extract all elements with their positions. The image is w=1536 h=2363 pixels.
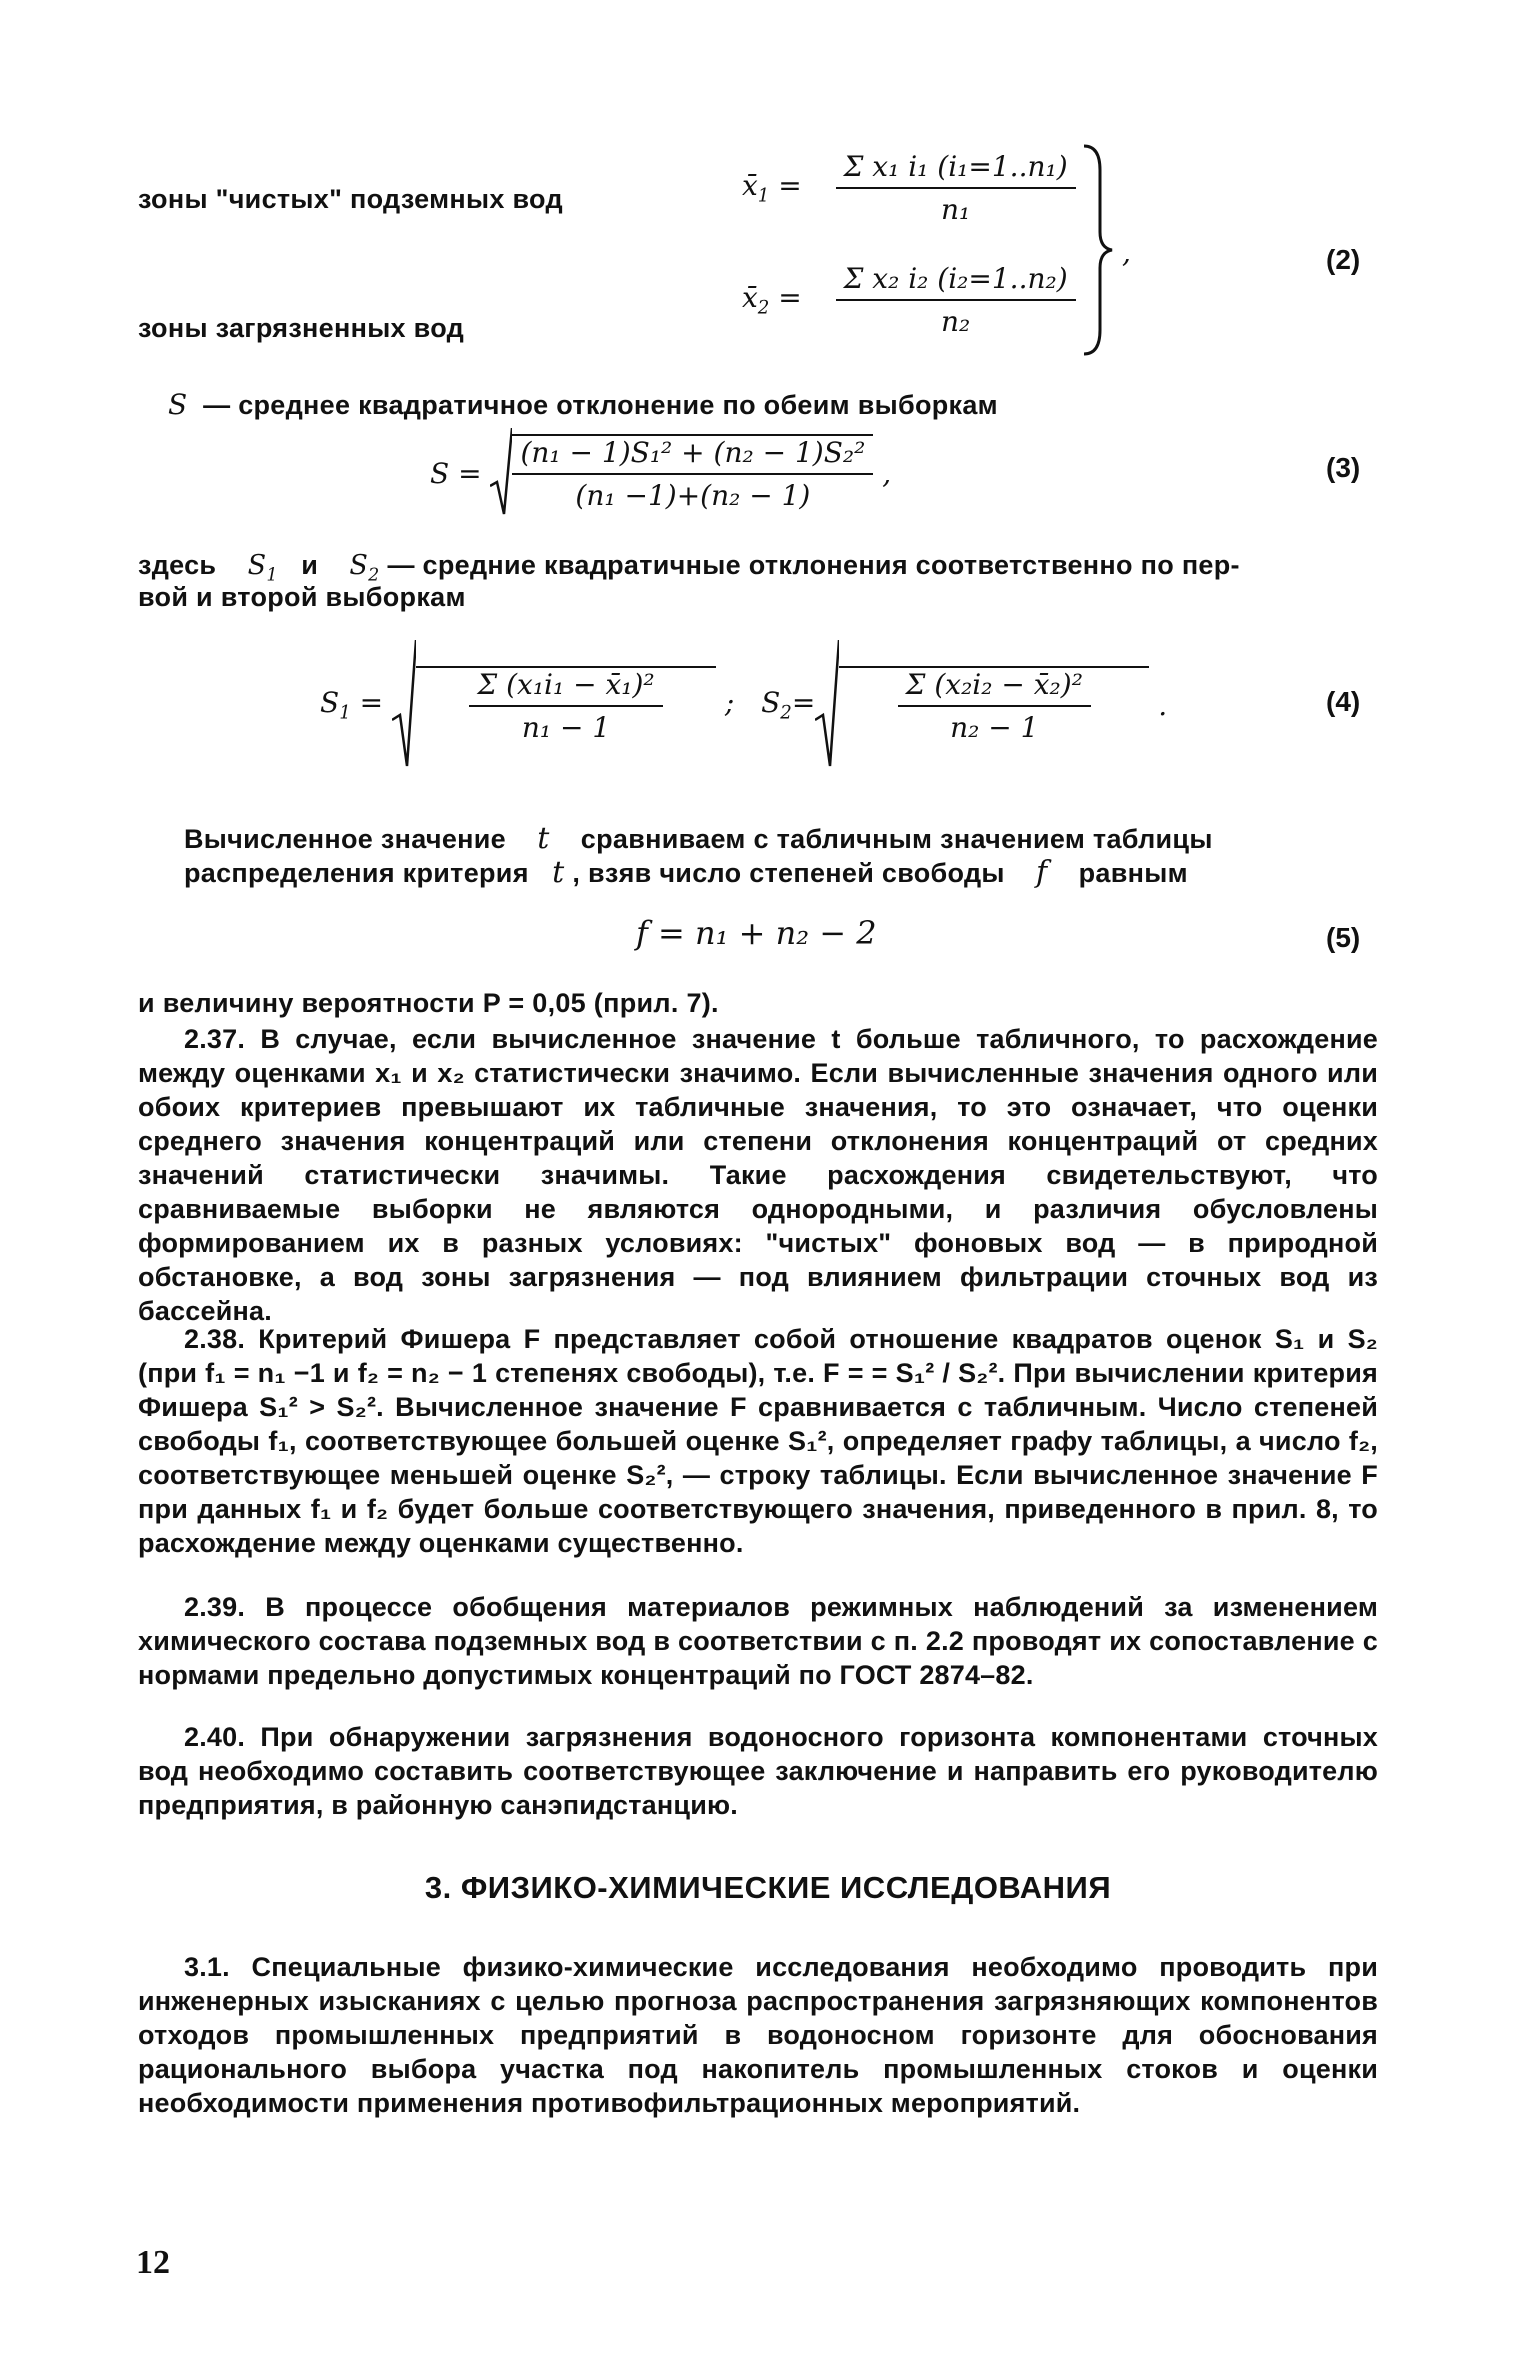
t-compare-text-1: Вычисленное значение [184,824,506,854]
paragraph-2-37: 2.37. В случае, если вычисленное значение t больше табличного, то расхождение между оценками x₁ и x₂ статистически значимо. Если вычисленные значения одного или обоих критериев превышают их табличные значения, то это означает, что оценки среднего значения концентраций или степени отклонения концентраций от средних значений статистически значимы. Такие расхождения свидетельствуют, что сравниваемые выборки не являются однородными, и различия обусловлены формированием их в разных условиях: "чистых" фоновых вод — в природной обстановке, а вод зоны загрязнения — под влиянием фильтрации сточных вод из бассейна. [138,1024,1378,1326]
s-definition-text: — среднее квадратичное отклонение по обеим выборкам [203,390,998,420]
equation-3: S = $\frac{\text{(n₁ − 1)S₁² + (n₂ − 1)S₂²}}{\text{(n₁ −1)+(n₂ − 1)}}$ , [430,428,891,518]
t-compare-line-1: Вычисленное значение t сравниваем с табличным значением таблицы [184,821,1213,856]
eq2-mean2-denominator: n₂ [941,305,971,338]
t-compare-text-2: сравниваем с табличным значением таблицы [580,824,1213,854]
paragraph-2-38: 2.38. Критерий Фишера F представляет собой отношение квадратов оценок S₁ и S₂ (при f₁ = n₁ −1 и f₂ = n₂ − 1 степенях свободы), т.е. F = = S₁² / S₂². При вычислении критерия Фишера S₁² > S₂². Вычисленное значение F сравнивается с табличным. Число степеней свободы f₁, соответствующее большей оценке S₁², определяет графу таблицы, а число f₂, соответствующее меньшей оценке S₂², — строку таблицы. Если вычисленное значение F при данных f₁ и f₂ будет больше соответствующего значения, приведенного в прил. 8, то расхождение между оценками существенно. [138,1324,1378,1558]
here-line-1: здесь $S_1$ и $S_2$ — средние квадратичные отклонения соответственно по пер- [138,550,1240,586]
curly-brace [1080,140,1120,360]
eq2-comma: , [1122,236,1131,269]
and-word: и [301,550,319,580]
paragraph-3-1: 3.1. Специальные физико-химические исследования необходимо проводить при инженерных изысканиях с целью прогноза распространения загрязняющих компонентов отходов промышленных предприятий в водоносном горизонте для обоснования рационального выбора участка под накопитель промышленных стоков и оценки необходимости применения противофильтрационных мероприятий. [138,1952,1378,2118]
page-number: 12 [136,2244,170,2281]
eq4-s2-denominator: n₂ − 1 [950,711,1039,744]
t-compare-text-5: равным [1078,858,1188,888]
sqrt-sign-s1 [392,640,416,770]
probability-line: и величину вероятности P = 0,05 (прил. 7). [138,988,719,1018]
sqrt-sign [490,428,512,518]
zone-polluted-label: зоны загрязненных вод [138,313,465,343]
paragraph-2-39: 2.39. В процессе обобщения материалов режимных наблюдений за изменением химического состава подземных вод в соответствии с п. 2.2 проводят их сопоставление с нормами предельно допустимых концентраций по ГОСТ 2874–82. [138,1592,1378,1690]
eq3-numerator: (n₁ − 1)S₁² + (n₂ − 1)S₂² [512,436,873,475]
s-definition: S — среднее квадратичное отклонение по обеим выборкам [168,388,998,421]
eq2-mean1-numerator: Σ x₁ i₁ (i₁=1..n₁) [836,150,1076,189]
equation-2-mean2: $x̄_2$ = $\frac{\text{Σ x₂ i₂ (i₂=1..n₂)}}{\text{n₂}}$ [742,262,1101,338]
eq4-s1-numerator: Σ (x₁i₁ − x̄₁)² [469,668,662,707]
here-word: здесь [138,550,217,580]
eq2-mean2-numerator: Σ x₂ i₂ (i₂=1..n₂) [836,262,1076,301]
section-heading: 3. ФИЗИКО-ХИМИЧЕСКИЕ ИССЛЕДОВАНИЯ [424,1870,1112,1905]
equation-number-4: (4) [1326,686,1361,717]
eq2-mean1-denominator: n₁ [941,193,971,226]
t-compare-text-4: , взяв число степеней свободы [572,858,1005,888]
eq4-s1-denominator: n₁ − 1 [521,711,611,744]
equation-number-2: (2) [1326,244,1361,275]
zone-clean-label: зоны "чистых" подземных вод [138,184,563,214]
equation-number-5: (5) [1326,922,1361,953]
equation-5: f = n₁ + n₂ − 2 [636,914,877,952]
t-compare-line-2: распределения критерия t , взяв число степеней свободы f равным [184,855,1188,890]
sqrt-sign-s2 [815,640,839,770]
equation-4: $S_1$ = $\frac{\text{Σ (x₁i₁ − x̄₁)²}}{\text{n₁ − 1}}$ ; $S_2=$ $\frac{\text{Σ (x₂i₂ − x̄₂)²}}{\text{n₂ − 1}}$ . [320,640,1167,770]
t-compare-text-3: распределения критерия [184,858,529,888]
equation-number-3: (3) [1326,452,1361,483]
paragraph-2-40: 2.40. При обнаружении загрязнения водоносного горизонта компонентами сточных вод необходимо составить соответствующее заключение и направить его руководителю предприятия, в районную санэпидстанцию. [138,1722,1378,1820]
here-line-2: вой и второй выборкам [138,582,466,612]
equation-2-mean1: $x̄_1$ = $\frac{\text{Σ x₁ i₁ (i₁=1..n₁)}}{\text{n₁}}$ [742,150,1101,226]
eq3-denominator: (n₁ −1)+(n₂ − 1) [575,479,811,512]
here-line-1-text: — средние квадратичные отклонения соответственно по пер- [387,550,1240,580]
eq4-s2-numerator: Σ (x₂i₂ − x̄₂)² [898,668,1091,707]
